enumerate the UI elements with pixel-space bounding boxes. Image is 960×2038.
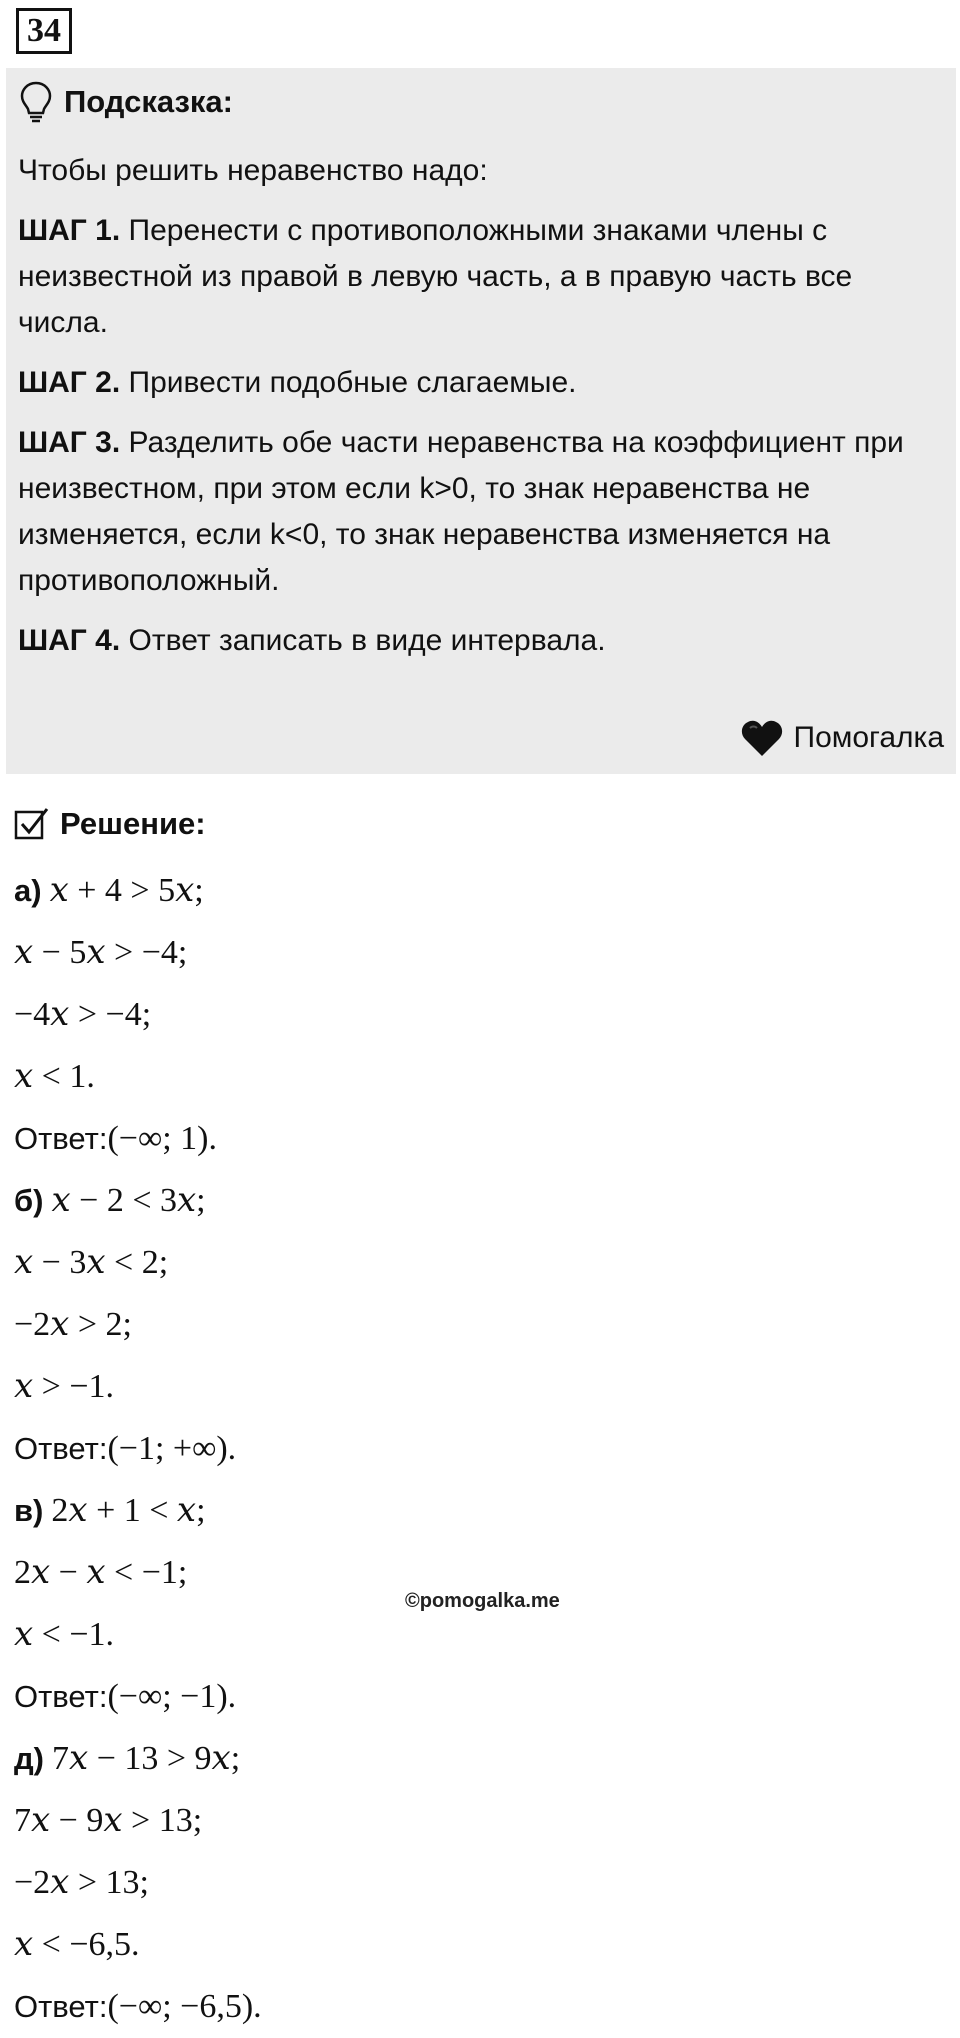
hint-step-4 (18, 618, 944, 664)
solution-line (14, 1852, 944, 1914)
hint-box (6, 68, 956, 774)
answer-label: Ответ: (14, 1121, 108, 1156)
step-label: ШАГ 2. (18, 366, 121, 399)
solution-line (14, 1356, 944, 1418)
solution-line (14, 1604, 944, 1666)
solution-line (14, 1232, 944, 1294)
solution-line (14, 1914, 944, 1976)
solution-title: Решение: (60, 806, 206, 841)
step-text: Разделить обе части неравенства на коэффициент при неизвестном, при этом если k>0, то знак неравенства не изменяется, если k<0, то знак неравенства изменяется на противоположный. (18, 426, 904, 597)
solution (14, 800, 944, 2038)
hint-title: Подсказка: (64, 84, 233, 119)
solution-line (14, 1976, 944, 2038)
math-expression: 7𝑥 − 9𝑥 > 13; (14, 1802, 203, 1839)
math-expression: 𝑥 < 1. (14, 1058, 95, 1095)
hint-step-1 (18, 208, 944, 346)
answer-label: Ответ: (14, 1989, 108, 2024)
solution-line (14, 1170, 944, 1232)
solution-line (14, 1790, 944, 1852)
part-label: д) (14, 1741, 45, 1776)
solution-line (14, 1728, 944, 1790)
hint-title-row (18, 74, 944, 130)
solution-line (14, 860, 944, 922)
math-expression: −4𝑥 > −4; (14, 996, 152, 1033)
step-label: ШАГ 1. (18, 214, 121, 247)
solution-lines (14, 860, 944, 2038)
hint-step-3 (18, 420, 944, 604)
math-expression: (−1; +∞). (107, 1430, 237, 1467)
task-number: 34 (16, 8, 72, 54)
math-expression: 𝑥 − 5𝑥 > −4; (14, 934, 188, 971)
answer-label: Ответ: (14, 1679, 108, 1714)
math-expression: 𝑥 + 4 > 5𝑥; (49, 872, 204, 909)
solution-line (14, 1666, 944, 1728)
step-text: Ответ записать в виде интервала. (128, 624, 606, 657)
math-expression: −2𝑥 > 13; (14, 1864, 149, 1901)
checkbox-check-icon (14, 806, 50, 842)
math-expression: 7𝑥 − 13 > 9𝑥; (52, 1740, 241, 1777)
solution-line (14, 922, 944, 984)
hint-intro: Чтобы решить неравенство надо: (18, 154, 488, 187)
step-text: Перенести с противоположными знаками члены с неизвестной из правой в левую часть, а в правую часть все числа. (18, 214, 853, 339)
math-expression: 2𝑥 + 1 < 𝑥; (51, 1492, 206, 1529)
part-label: а) (14, 873, 42, 908)
part-label: в) (14, 1493, 44, 1528)
lightbulb-icon (18, 80, 54, 124)
brand[interactable] (740, 718, 945, 758)
hint-step-2 (18, 360, 944, 406)
step-label: ШАГ 3. (18, 426, 121, 459)
solution-line (14, 1108, 944, 1170)
math-expression: −2𝑥 > 2; (14, 1306, 132, 1343)
math-expression: (−∞; −1). (107, 1678, 237, 1715)
math-expression: 2𝑥 − 𝑥 < −1; (14, 1554, 188, 1591)
math-expression: 𝑥 − 2 < 3𝑥; (51, 1182, 206, 1219)
watermark: ©pomogalka.me (405, 1590, 560, 1612)
math-expression: 𝑥 > −1. (14, 1368, 115, 1405)
part-label: б) (14, 1183, 44, 1218)
brand-label: Помогалка (793, 721, 944, 754)
heart-icon (740, 718, 784, 758)
solution-line (14, 1046, 944, 1108)
math-expression: 𝑥 < −6,5. (14, 1926, 140, 1963)
math-expression: (−∞; 1). (107, 1120, 217, 1157)
math-expression: 𝑥 < −1. (14, 1616, 115, 1653)
solution-line (14, 1418, 944, 1480)
step-text: Привести подобные слагаемые. (128, 366, 577, 399)
math-expression: (−∞; −6,5). (107, 1988, 262, 2025)
math-expression: 𝑥 − 3𝑥 < 2; (14, 1244, 169, 1281)
solution-title-row (14, 800, 944, 848)
solution-line (14, 1294, 944, 1356)
answer-label: Ответ: (14, 1431, 108, 1466)
solution-line (14, 984, 944, 1046)
step-label: ШАГ 4. (18, 624, 121, 657)
solution-line (14, 1480, 944, 1542)
